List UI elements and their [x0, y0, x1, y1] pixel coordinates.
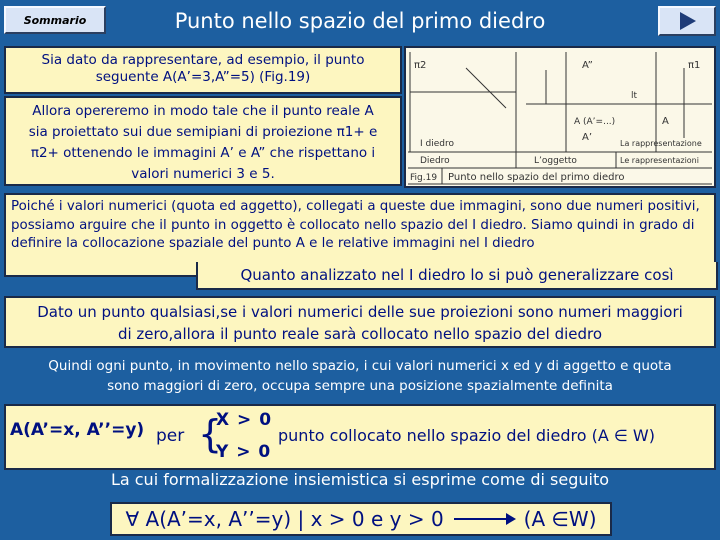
fig-label-pi2: π2	[414, 60, 427, 71]
summary-line-1: Quindi ogni punto, in movimento nello spazio, i cui valori numerici x ed y di aggetto e quota	[48, 358, 672, 374]
projection-line-1: Allora opereremo in modo tale che il punto reale A	[32, 103, 374, 119]
projection-box	[4, 96, 402, 186]
projection-line-4: valori numerici 3 e 5.	[131, 166, 275, 182]
fig-cell-diedro1: I diedro	[420, 139, 454, 149]
intro-line-1: Sia dato da rappresentare, ad esempio, il punto	[41, 52, 365, 68]
page-title: Punto nello spazio del primo diedro	[174, 9, 546, 33]
intro-box	[4, 46, 402, 94]
fig-label-a: A (A’=...)	[574, 117, 616, 127]
rule-line-2: di zero,allora il punto reale sarà collocato nello spazio del diedro	[117, 325, 603, 343]
fig-caption: Punto nello spazio del primo diedro	[448, 172, 625, 183]
formula-point: A(A’=x, A’’=y)	[10, 420, 145, 440]
sommario-label: Sommario	[23, 13, 87, 27]
fig-cell-rappr1: La rappresentazione	[620, 139, 702, 148]
fig-cell-oggetto: L’oggetto	[534, 156, 577, 166]
explanation-text: Poiché i valori numerici (quota ed aggetto), collegati a queste due immagini, sono due numeri positivi, possiamo arguire che il punto in oggetto è collocato nello spazio del I diedro. Siamo quindi in grado di definire la collocazione spaziale del punto A e le relative immagini nel I diedro	[11, 199, 700, 251]
projection-line-3: π2+ ottenendo le immagini A’ e A” che rispettano i	[30, 145, 376, 161]
implies-arrow-icon	[454, 518, 514, 520]
formalization-text: La cui formalizzazione insiemistica si esprime come di seguito	[110, 470, 610, 489]
brace-icon: {	[198, 412, 223, 456]
formula-cond-x: X > 0	[216, 410, 273, 430]
set-formula-left: ∀ A(A’=x, A’’=y) | x > 0 e y > 0	[125, 507, 444, 531]
rule-line-1: Dato un punto qualsiasi,se i valori numerici delle sue proiezioni sono numeri maggiori	[37, 303, 683, 321]
figure-19	[404, 46, 716, 188]
fig-cell-rappr2: Le rappresentazioni	[620, 156, 699, 165]
formula-per: per	[156, 426, 185, 446]
rule-box	[4, 296, 716, 348]
generalization-note: Quanto analizzato nel I diedro lo si può generalizzare così	[196, 262, 718, 290]
fig-label-pi1: π1	[688, 60, 701, 71]
intro-line-2: seguente A(A’=3,A”=5) (Fig.19)	[95, 69, 311, 85]
summary-text	[10, 356, 710, 396]
formula-cond-y: Y > 0	[216, 442, 272, 462]
set-formula-right: (A ∈W)	[523, 507, 597, 531]
figure-19-diagram	[406, 48, 714, 186]
next-button[interactable]	[658, 6, 716, 36]
fig-label-a1: A’	[582, 132, 593, 143]
summary-line-2: sono maggiori di zero, occupa sempre una posizione spazialmente definita	[107, 378, 613, 394]
play-triangle-icon	[660, 8, 714, 34]
formula-result: punto collocato nello spazio del diedro (A ∈ W)	[278, 426, 655, 445]
sommario-button[interactable]	[4, 6, 106, 34]
projection-line-2: sia proiettato sui due semipiani di proiezione π1+ e	[28, 124, 378, 140]
fig-label-lt: lt	[631, 91, 638, 101]
fig-cell-diedro2: Diedro	[420, 156, 450, 166]
fig-label-a2: A”	[582, 60, 593, 71]
fig-caption-num: Fig.19	[410, 173, 438, 183]
set-formula-box	[110, 502, 612, 536]
fig-label-a-right: A	[662, 116, 669, 127]
